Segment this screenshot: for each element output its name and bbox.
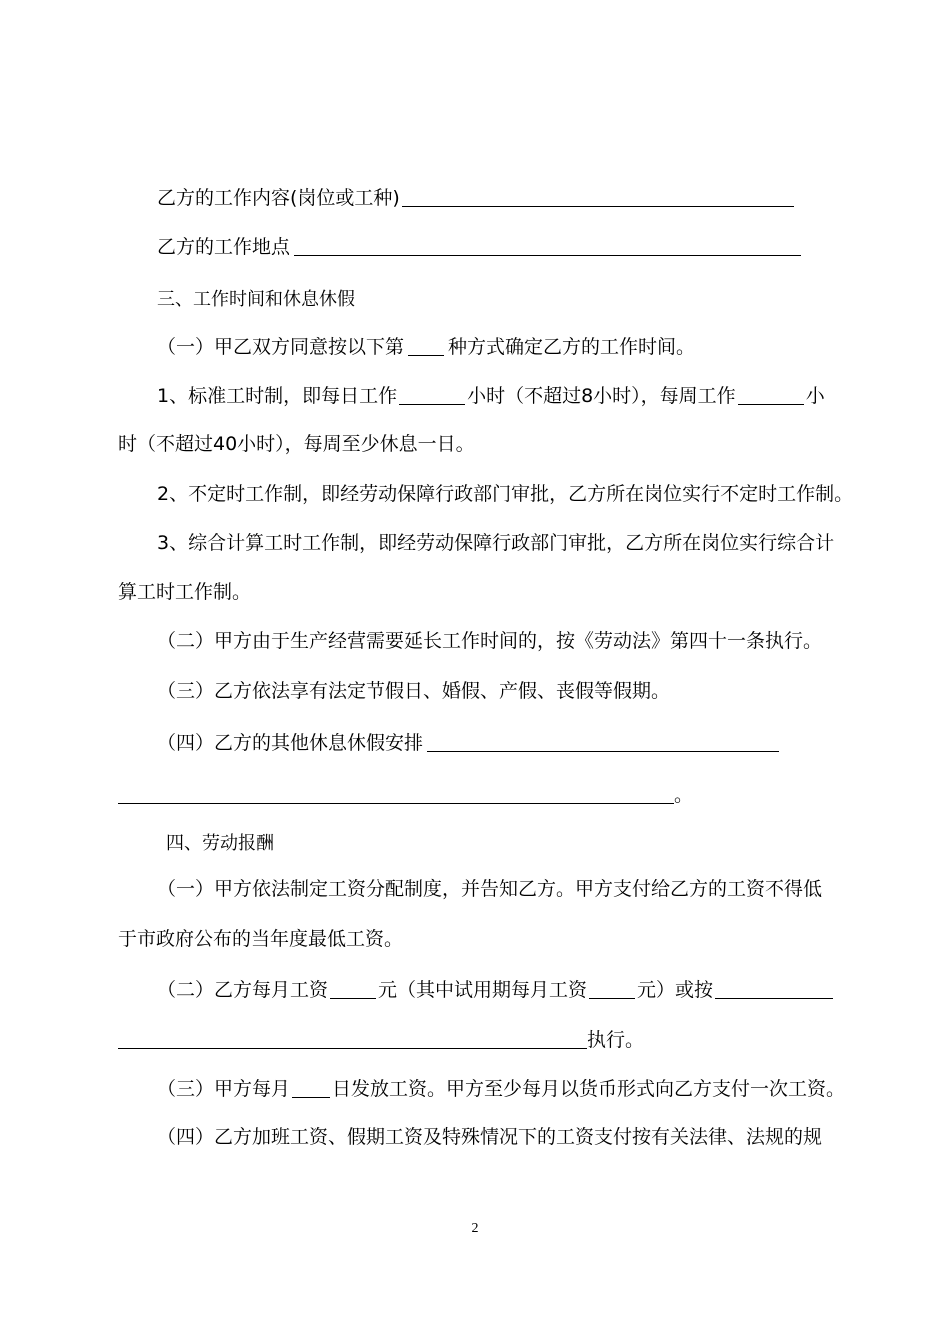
s4-item-2-b: 元（其中试用期每月工资 bbox=[378, 979, 588, 1001]
s4-item-1: （一）甲方依法制定工资分配制度，并告知乙方。甲方支付给乙方的工资不得低 bbox=[157, 878, 823, 900]
comprehensive-hours-cont: 算工时工作制。 bbox=[118, 581, 252, 603]
s3-item-4 bbox=[157, 729, 779, 755]
standard-hours-line bbox=[157, 382, 825, 408]
monthly-wage-blank bbox=[330, 976, 376, 999]
standard-hours-cont: 时（不超过40小时），每周至少休息一日。 bbox=[118, 433, 475, 455]
standard-hours-c: 小 bbox=[805, 385, 825, 407]
probation-wage-blank bbox=[589, 976, 635, 999]
s3-item-4-cont bbox=[118, 781, 693, 807]
work-place-blank bbox=[294, 233, 801, 256]
standard-hours-a: 1、标准工时制，即每日工作 bbox=[157, 385, 398, 407]
s3-item-1-pre: （一）甲乙双方同意按以下第 bbox=[157, 336, 405, 358]
s4-item-2 bbox=[157, 976, 833, 1002]
section-4-title: 四、劳动报酬 bbox=[166, 833, 274, 854]
wage-method-blank bbox=[715, 976, 833, 999]
s3-item-4-label: （四）乙方的其他休息休假安排 bbox=[157, 732, 424, 754]
s3-item-1-blank bbox=[408, 333, 444, 356]
flex-hours-line: 2、不定时工作制，即经劳动保障行政部门审批，乙方所在岗位实行不定时工作制。 bbox=[157, 483, 854, 505]
s4-item-2-cont bbox=[118, 1026, 644, 1052]
wage-method-blank-2 bbox=[118, 1026, 587, 1049]
s4-item-4: （四）乙方加班工资、假期工资及特殊情况下的工资支付按有关法律、法规的规 bbox=[157, 1126, 823, 1148]
work-place-label: 乙方的工作地点 bbox=[157, 236, 291, 258]
job-content-blank bbox=[402, 184, 794, 207]
weekly-hours-blank bbox=[738, 382, 804, 405]
page-number: 2 bbox=[471, 1221, 479, 1236]
payday-blank bbox=[292, 1075, 330, 1098]
job-content-label: 乙方的工作内容(岗位或工种) bbox=[157, 187, 400, 209]
standard-hours-b: 小时（不超过8小时），每周工作 bbox=[467, 385, 736, 407]
s4-item-2-c: 元）或按 bbox=[637, 979, 714, 1001]
s4-item-2-d: 执行。 bbox=[587, 1029, 645, 1051]
s3-item-3: （三）乙方依法享有法定节假日、婚假、产假、丧假等假期。 bbox=[157, 680, 671, 702]
job-content-line bbox=[157, 184, 794, 210]
other-leave-blank bbox=[427, 729, 779, 752]
s4-item-3-b: 日发放工资。甲方至少每月以货币形式向乙方支付一次工资。 bbox=[332, 1078, 846, 1100]
s4-item-3 bbox=[157, 1075, 845, 1101]
daily-hours-blank bbox=[399, 382, 465, 405]
section-3-title: 三、工作时间和休息休假 bbox=[157, 289, 355, 310]
s4-item-3-a: （三）甲方每月 bbox=[157, 1078, 291, 1100]
s3-item-4-end: 。 bbox=[674, 784, 694, 806]
s4-item-2-a: （二）乙方每月工资 bbox=[157, 979, 329, 1001]
s3-item-1-post: 种方式确定乙方的工作时间。 bbox=[448, 336, 696, 358]
work-place-line bbox=[157, 233, 801, 259]
s3-item-1 bbox=[157, 333, 695, 359]
comprehensive-hours-line: 3、综合计算工时工作制，即经劳动保障行政部门审批，乙方所在岗位实行综合计 bbox=[157, 532, 835, 554]
s4-item-1-cont: 于市政府公布的当年度最低工资。 bbox=[118, 928, 404, 950]
other-leave-blank-2 bbox=[118, 781, 674, 804]
s3-item-2: （二）甲方由于生产经营需要延长工作时间的，按《劳动法》第四十一条执行。 bbox=[157, 630, 823, 652]
